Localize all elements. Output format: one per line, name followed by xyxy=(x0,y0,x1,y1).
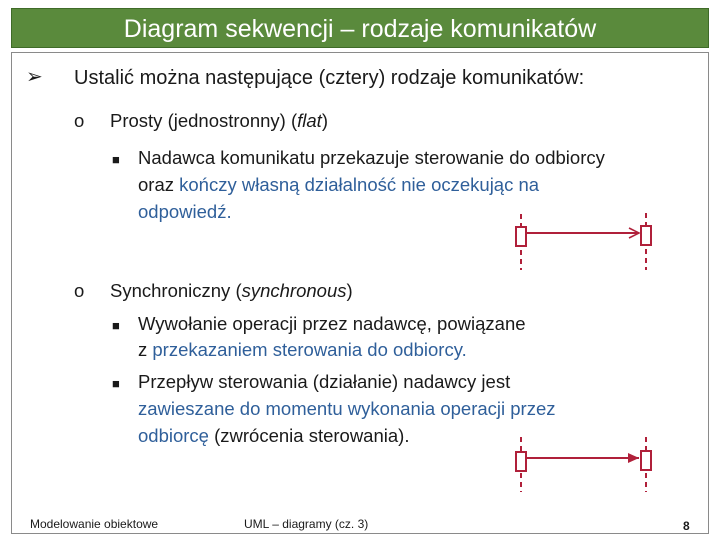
receiver-activation xyxy=(641,226,651,245)
page-number: 8 xyxy=(683,519,690,533)
square-bullet-icon: ■ xyxy=(112,152,120,167)
sync-b2-line2: zawieszane do momentu wykonania operacji przez xyxy=(138,398,556,419)
square-bullet-icon: ■ xyxy=(112,376,120,391)
receiver-activation xyxy=(641,451,651,470)
sync-b2-line3: odbiorcę (zwrócenia sterowania). xyxy=(138,425,410,446)
flat-text-line2: oraz kończy własną działalność nie oczekując na xyxy=(138,174,540,195)
sync-message-diagram xyxy=(516,437,651,492)
arrow-bullet-icon: ➢ xyxy=(26,66,43,88)
intro-text: Ustalić można następujące (cztery) rodzaje komunikatów: xyxy=(74,67,585,89)
flat-text-line3: odpowiedź. xyxy=(138,201,232,222)
sync-b1-line2: z przekazaniem sterowania do odbiorcy. xyxy=(138,339,467,360)
square-bullet-icon: ■ xyxy=(112,318,120,333)
sender-activation xyxy=(516,227,526,246)
flat-message-diagram xyxy=(516,213,651,270)
flat-heading: Prosty (jednostronny) (flat) xyxy=(110,110,328,131)
flat-text-line1: Nadawca komunikatu przekazuje sterowanie do odbiorcy xyxy=(138,147,605,168)
slide-title: Diagram sekwencji – rodzaje komunikatów xyxy=(123,15,597,43)
sync-b1-line1: Wywołanie operacji przez nadawcę, powiązane xyxy=(138,313,526,334)
sender-activation xyxy=(516,452,526,471)
sync-b2-line1: Przepływ sterowania (działanie) nadawcy jest xyxy=(138,371,511,392)
circle-bullet-icon: o xyxy=(74,280,85,301)
circle-bullet-icon: o xyxy=(74,110,85,131)
footer-center: UML – diagramy (cz. 3) xyxy=(244,517,369,531)
footer-left: Modelowanie obiektowe xyxy=(30,517,159,531)
sync-heading: Synchroniczny (synchronous) xyxy=(110,280,353,301)
